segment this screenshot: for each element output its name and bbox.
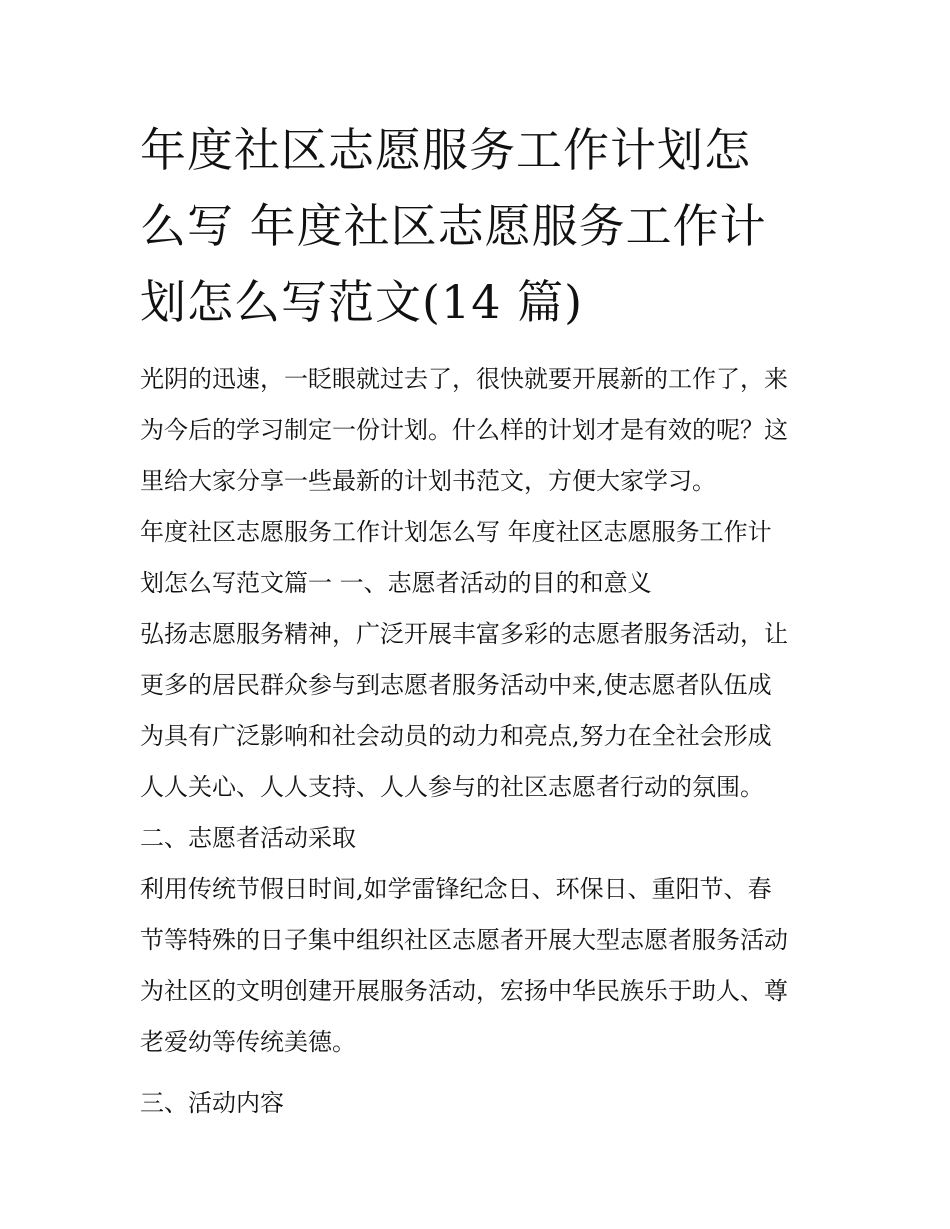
body-line: 为具有广泛影响和社会动员的动力和亮点,努力在全社会形成 (140, 722, 772, 750)
document-body (140, 354, 820, 1129)
section-heading: 二、志愿者活动采取 (140, 824, 356, 852)
body-line: 年度社区志愿服务工作计划怎么写 年度社区志愿服务工作计 (140, 518, 772, 546)
body-line: 为社区的文明创建开展服务活动，宏扬中华民族乐于助人、尊 (140, 977, 788, 1005)
title-line: 么写 年度社区志愿服务工作计 (140, 199, 767, 253)
body-line: 人人关心、人人支持、人人参与的社区志愿者行动的氛围。 (140, 773, 764, 801)
body-line: 老爱幼等传统美德。 (140, 1028, 356, 1056)
title-line: 划怎么写范文(14 篇) (140, 275, 584, 329)
body-line: 里给大家分享一些最新的计划书范文，方便大家学习。 (140, 467, 716, 495)
body-line: 弘扬志愿服务精神，广泛开展丰富多彩的志愿者服务活动，让 (140, 620, 788, 648)
body-line: 利用传统节假日时间,如学雷锋纪念日、环保日、重阳节、春 (140, 875, 772, 903)
body-line: 光阴的迅速，一眨眼就过去了，很快就要开展新的工作了，来 (140, 365, 788, 393)
title-line: 年度社区志愿服务工作计划怎 (140, 123, 751, 177)
document-page (140, 112, 820, 1129)
body-line: 更多的居民群众参与到志愿者服务活动中来,使志愿者队伍成 (140, 671, 772, 699)
section-heading: 三、活动内容 (140, 1089, 284, 1117)
body-line: 节等特殊的日子集中组织社区志愿者开展大型志愿者服务活动 (140, 926, 788, 954)
body-line: 为今后的学习制定一份计划。什么样的计划才是有效的呢？这 (140, 416, 788, 444)
body-line: 划怎么写范文篇一 一、志愿者活动的目的和意义 (140, 569, 652, 597)
document-title (140, 112, 820, 340)
